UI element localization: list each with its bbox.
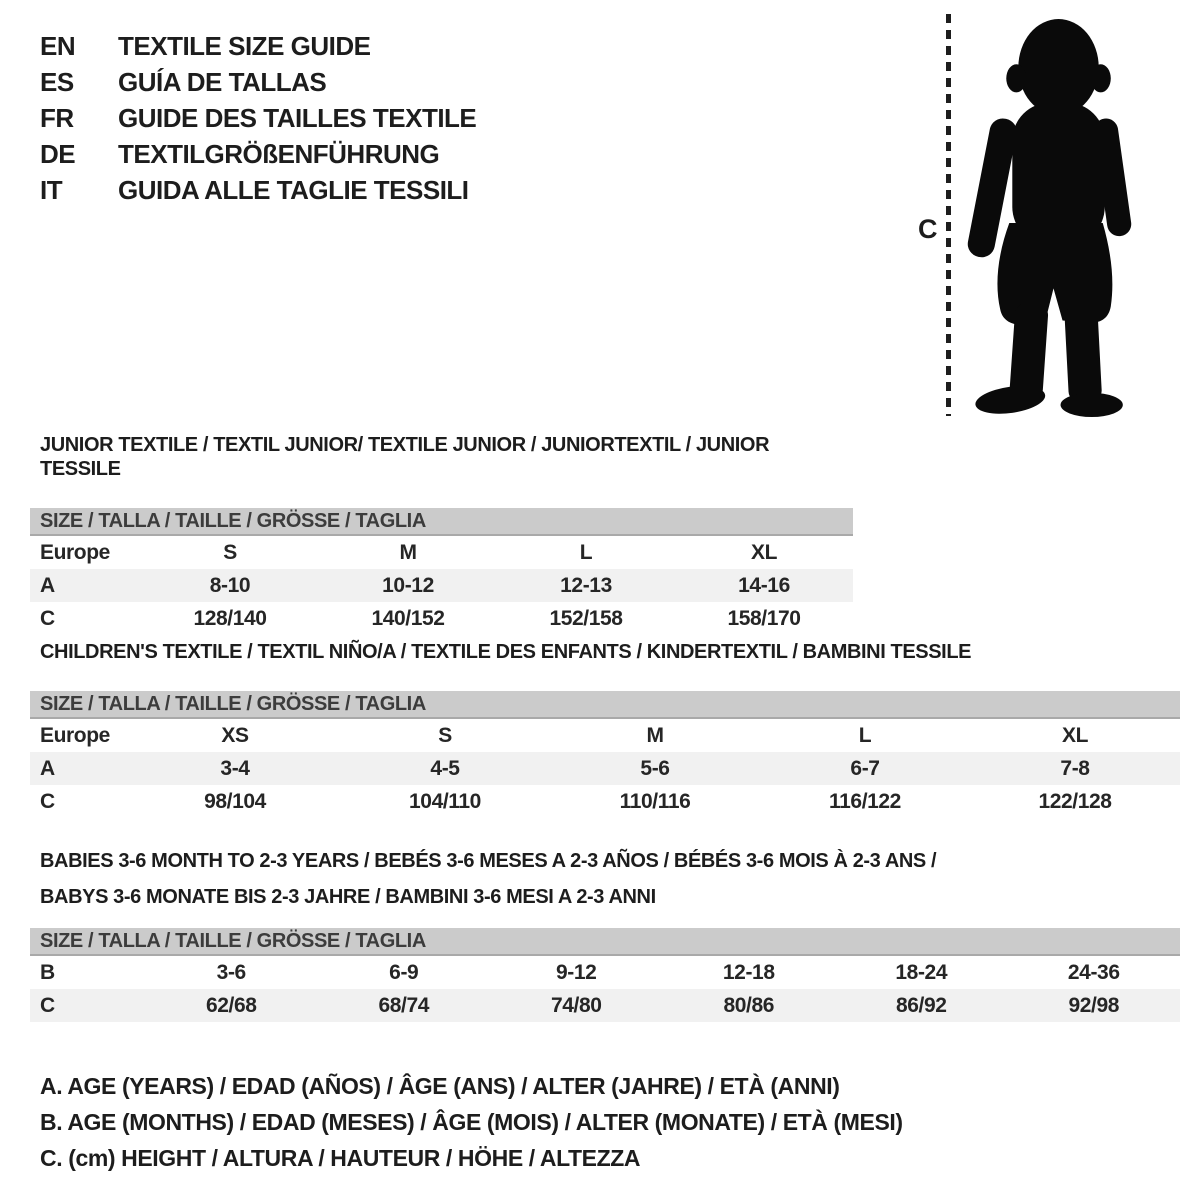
language-code: FR <box>40 103 74 133</box>
language-code: ES <box>40 67 74 97</box>
size-cell: 110/116 <box>619 789 691 813</box>
footnote-line: A. AGE (YEARS) / EDAD (AÑOS) / ÂGE (ANS) / ALTER (JAHRE) / ETÀ (ANNI) <box>40 1073 840 1099</box>
table-row <box>30 569 853 602</box>
size-cell: 7-8 <box>1060 756 1090 780</box>
size-cell: 80/86 <box>723 993 775 1017</box>
language-code: IT <box>40 175 63 205</box>
size-header-bar: SIZE / TALLA / TAILLE / GRÖSSE / TAGLIA <box>30 691 1180 719</box>
figure-area <box>900 0 1200 430</box>
section-title-line: BABIES 3-6 MONTH TO 2-3 YEARS / BEBÉS 3-6 MESES A 2-3 AÑOS / BÉBÉS 3-6 MOIS À 2-3 ANS / <box>40 850 937 872</box>
section-children-textile <box>30 640 1180 818</box>
children-size-table <box>30 719 1180 818</box>
table-row <box>30 536 853 569</box>
size-cell: XL <box>1061 723 1089 747</box>
size-cell: S <box>438 723 452 747</box>
size-cell: 24-36 <box>1067 960 1120 984</box>
row-label: A <box>40 573 55 597</box>
language-row <box>40 64 476 100</box>
row-label: Europe <box>40 540 110 564</box>
size-cell: 140/152 <box>371 606 445 630</box>
size-cell: 104/110 <box>409 789 481 813</box>
size-cell: 152/158 <box>549 606 623 630</box>
section-junior-textile <box>30 433 853 635</box>
row-label: Europe <box>40 723 110 747</box>
size-cell: M <box>646 723 664 747</box>
size-cell: L <box>858 723 872 747</box>
table-row <box>30 956 1180 989</box>
size-cell: 14-16 <box>738 573 790 597</box>
size-cell: 5-6 <box>640 756 670 780</box>
footnote-line: B. AGE (MONTHS) / EDAD (MESES) / ÂGE (MOIS) / ALTER (MONATE) / ETÀ (MESI) <box>40 1109 903 1135</box>
size-cell: 92/98 <box>1068 993 1120 1017</box>
section-babies-textile <box>30 843 1180 1022</box>
size-cell: XS <box>221 723 249 747</box>
section-title <box>30 640 1180 664</box>
size-cell: 122/128 <box>1038 789 1112 813</box>
footnote-line: C. (cm) HEIGHT / ALTURA / HAUTEUR / HÖHE / ALTEZZA <box>40 1145 641 1171</box>
size-cell: 6-9 <box>389 960 419 984</box>
size-cell: 74/80 <box>550 993 602 1017</box>
junior-size-table <box>30 536 853 635</box>
language-title-block <box>40 28 476 208</box>
section-title <box>30 433 853 481</box>
size-header-bar: SIZE / TALLA / TAILLE / GRÖSSE / TAGLIA <box>30 508 853 536</box>
language-guide-title: GUÍA DE TALLAS <box>118 67 327 97</box>
size-cell: 8-10 <box>209 573 251 597</box>
size-cell: 12-13 <box>560 573 612 597</box>
size-cell: 18-24 <box>895 960 948 984</box>
size-cell: 128/140 <box>193 606 267 630</box>
table-row <box>30 719 1180 752</box>
language-guide-title: GUIDA ALLE TAGLIE TESSILI <box>118 175 469 205</box>
language-row <box>40 136 476 172</box>
row-label: A <box>40 756 55 780</box>
section-title-line: JUNIOR TEXTILE / TEXTIL JUNIOR/ TEXTILE JUNIOR / JUNIORTEXTIL / JUNIOR TESSILE <box>40 434 770 480</box>
size-cell: 10-12 <box>382 573 434 597</box>
section-title-line: CHILDREN'S TEXTILE / TEXTIL NIÑO/A / TEXTILE DES ENFANTS / KINDERTEXTIL / BAMBINI TESSILE <box>40 641 972 663</box>
toddler-silhouette-icon <box>958 10 1148 420</box>
height-measure-dashed-line <box>946 14 951 416</box>
size-cell: S <box>223 540 237 564</box>
language-guide-title: GUIDE DES TAILLES TEXTILE <box>118 103 477 133</box>
language-row <box>40 100 476 136</box>
size-cell: 4-5 <box>430 756 460 780</box>
size-cell: 116/122 <box>829 789 901 813</box>
row-label: B <box>40 960 55 984</box>
size-cell: 62/68 <box>205 993 257 1017</box>
table-row <box>30 989 1180 1022</box>
row-label: C <box>40 993 55 1017</box>
size-cell: 86/92 <box>895 993 947 1017</box>
size-cell: 98/104 <box>204 789 266 813</box>
row-label: C <box>40 789 55 813</box>
language-row <box>40 28 476 64</box>
table-row <box>30 602 853 635</box>
size-cell: 12-18 <box>722 960 775 984</box>
size-cell: XL <box>750 540 778 564</box>
language-code: DE <box>40 139 76 169</box>
height-measure-label: C <box>918 214 938 244</box>
babies-size-table <box>30 956 1180 1022</box>
size-cell: L <box>579 540 593 564</box>
language-guide-title: TEXTILE SIZE GUIDE <box>118 31 371 61</box>
table-row <box>30 752 1180 785</box>
footnotes <box>40 1068 903 1176</box>
section-title-line: BABYS 3-6 MONATE BIS 2-3 JAHRE / BAMBINI 3-6 MESI A 2-3 ANNI <box>40 886 656 908</box>
section-title <box>30 843 1180 915</box>
size-cell: M <box>399 540 417 564</box>
size-cell: 9-12 <box>556 960 597 984</box>
size-cell: 3-6 <box>216 960 246 984</box>
language-row <box>40 172 476 208</box>
table-row <box>30 785 1180 818</box>
language-guide-title: TEXTILGRÖßENFÜHRUNG <box>118 139 440 169</box>
size-cell: 158/170 <box>727 606 801 630</box>
size-cell: 68/74 <box>378 993 430 1017</box>
size-cell: 6-7 <box>850 756 880 780</box>
size-header-bar: SIZE / TALLA / TAILLE / GRÖSSE / TAGLIA <box>30 928 1180 956</box>
size-cell: 3-4 <box>220 756 250 780</box>
row-label: C <box>40 606 55 630</box>
language-code: EN <box>40 31 76 61</box>
